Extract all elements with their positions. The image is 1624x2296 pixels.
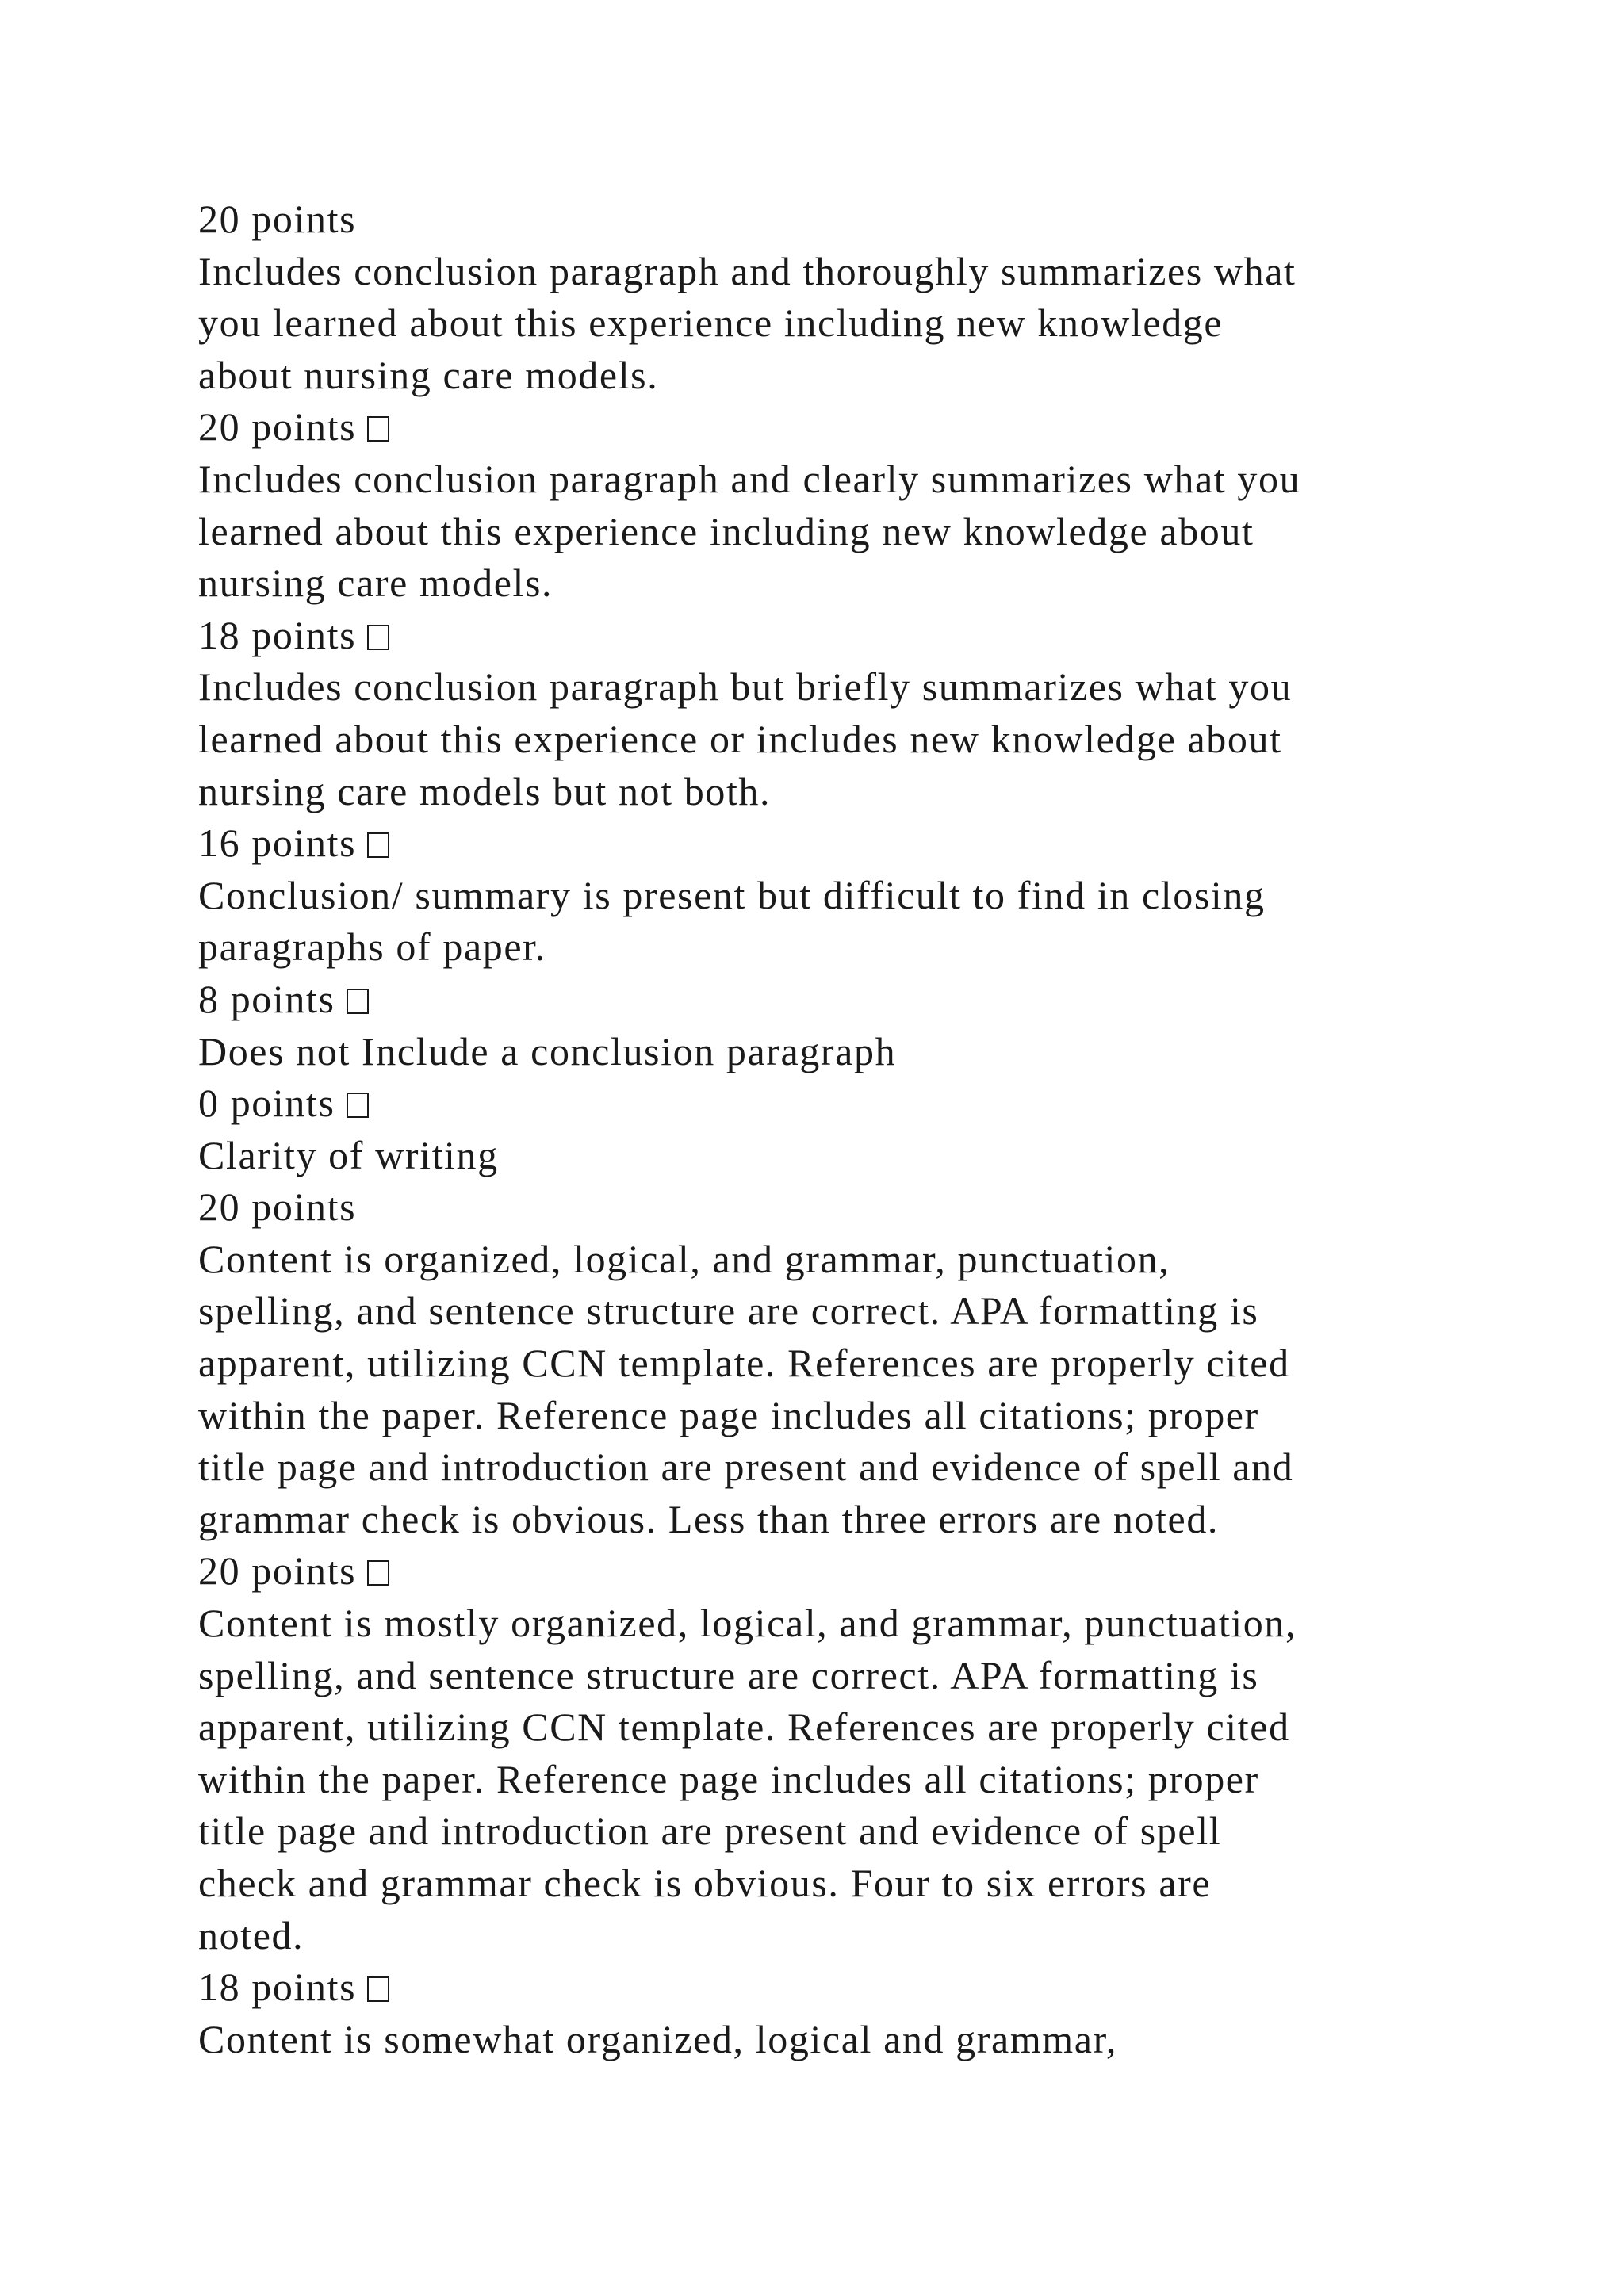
document-text-line <box>198 246 1546 298</box>
points-option-line <box>198 974 1546 1026</box>
line-text: Conclusion/ summary is present but difficult to find in closing <box>198 872 1266 917</box>
document-text-line <box>198 1650 1546 1702</box>
document-text-line <box>198 1910 1546 1962</box>
document-text-line <box>198 921 1546 974</box>
line-text: apparent, utilizing CCN template. References are properly cited <box>198 1705 1290 1750</box>
line-text: title page and introduction are present and evidence of spell <box>198 1808 1222 1854</box>
line-text: learned about this experience including new knowledge about <box>198 508 1254 553</box>
empty-checkbox-icon <box>367 416 389 442</box>
line-text: within the paper. Reference page includes all citations; proper <box>198 1392 1259 1437</box>
document-text-line <box>198 557 1546 610</box>
document-body <box>198 193 1546 2065</box>
points-option-line <box>198 610 1546 662</box>
empty-checkbox-icon <box>367 625 389 650</box>
line-text: 20 points <box>198 1548 357 1594</box>
empty-checkbox-icon <box>367 1560 389 1586</box>
document-text-line <box>198 1701 1546 1754</box>
points-option-line <box>198 1545 1546 1598</box>
document-text-line <box>198 870 1546 922</box>
line-text: 18 points <box>198 612 357 657</box>
line-text: noted. <box>198 1912 304 1957</box>
document-text-line <box>198 297 1546 350</box>
line-text: nursing care models. <box>198 561 553 606</box>
line-text: 20 points <box>198 197 357 241</box>
document-text-line <box>198 1285 1546 1337</box>
document-text-line <box>198 1598 1546 1650</box>
line-text: Content is mostly organized, logical, and grammar, punctuation, <box>198 1601 1297 1646</box>
line-text: Includes conclusion paragraph and thoroughly summarizes what <box>198 248 1297 293</box>
document-text-line <box>198 1234 1546 1286</box>
document-text-line <box>198 1130 1546 1182</box>
line-text: 0 points <box>198 1081 335 1126</box>
line-text: about nursing care models. <box>198 352 659 397</box>
line-text: you learned about this experience including new knowledge <box>198 300 1224 346</box>
document-text-line <box>198 1337 1546 1390</box>
line-text: within the paper. Reference page includes all citations; proper <box>198 1756 1259 1801</box>
points-option-line <box>198 401 1546 453</box>
line-text: spelling, and sentence structure are correct. APA formatting is <box>198 1652 1259 1697</box>
document-text-line <box>198 1805 1546 1858</box>
document-text-line <box>198 1494 1546 1546</box>
line-text: Includes conclusion paragraph and clearly summarizes what you <box>198 456 1301 501</box>
document-text-line <box>198 661 1546 714</box>
empty-checkbox-icon <box>367 832 389 858</box>
line-text: spelling, and sentence structure are correct. APA formatting is <box>198 1288 1259 1334</box>
line-text: Content is organized, logical, and grammar, punctuation, <box>198 1236 1170 1281</box>
line-text: grammar check is obvious. Less than three errors are noted. <box>198 1496 1220 1541</box>
line-text: Clarity of writing <box>198 1132 499 1177</box>
document-text-line <box>198 193 1546 246</box>
line-text: 16 points <box>198 821 357 866</box>
line-text: paragraphs of paper. <box>198 924 546 970</box>
line-text: Does not Include a conclusion paragraph <box>198 1028 897 1073</box>
document-text-line <box>198 714 1546 766</box>
empty-checkbox-icon <box>347 1093 369 1118</box>
line-text: nursing care models but not both. <box>198 768 772 813</box>
line-text: 18 points <box>198 1965 357 2010</box>
document-text-line <box>198 1390 1546 1442</box>
line-text: Content is somewhat organized, logical and grammar, <box>198 2016 1117 2061</box>
line-text: Includes conclusion paragraph but briefly summarizes what you <box>198 664 1293 710</box>
line-text: 8 points <box>198 976 335 1021</box>
document-text-line <box>198 1754 1546 1806</box>
empty-checkbox-icon <box>367 1976 389 2002</box>
document-text-line <box>198 2014 1546 2066</box>
points-option-line <box>198 817 1546 870</box>
line-text: 20 points <box>198 1184 357 1230</box>
line-text: learned about this experience or includes new knowledge about <box>198 716 1282 761</box>
document-text-line <box>198 1181 1546 1234</box>
line-text: 20 points <box>198 404 357 450</box>
line-text: title page and introduction are present and evidence of spell and <box>198 1445 1294 1490</box>
document-text-line <box>198 453 1546 506</box>
empty-checkbox-icon <box>347 989 369 1014</box>
document-text-line <box>198 1858 1546 1910</box>
document-text-line <box>198 350 1546 402</box>
document-text-line <box>198 506 1546 558</box>
document-text-line <box>198 1441 1546 1494</box>
line-text: apparent, utilizing CCN template. References are properly cited <box>198 1341 1290 1386</box>
points-option-line <box>198 1961 1546 2014</box>
document-text-line <box>198 766 1546 818</box>
document-text-line <box>198 1026 1546 1078</box>
line-text: check and grammar check is obvious. Four to six errors are <box>198 1861 1212 1905</box>
points-option-line <box>198 1077 1546 1130</box>
